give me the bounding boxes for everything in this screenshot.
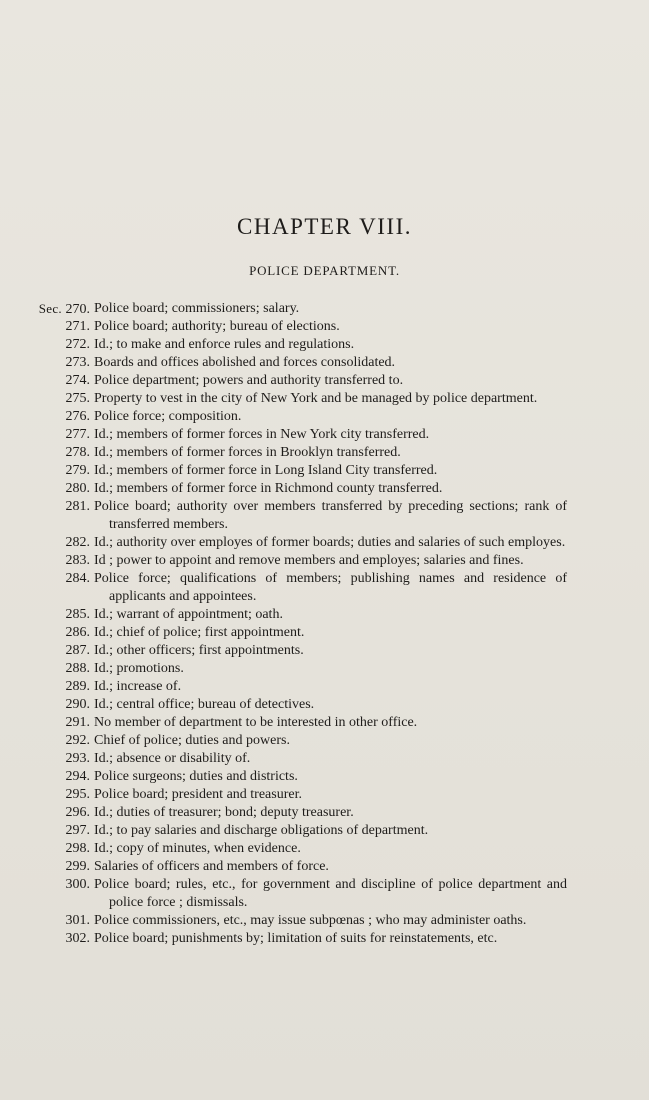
section-number-value: 280. [65,481,90,496]
section-description: Id.; other officers; first appointments. [94,643,304,658]
section-entry [30,858,567,876]
section-description: Police board; commissioners; salary. [94,301,300,316]
section-entry [30,426,567,444]
section-description: Police commissioners, etc., may issue subpœnas ; who may administer oaths. [94,913,527,928]
section-number-value: 297. [65,823,90,838]
section-entry [30,732,567,750]
section-entry [30,822,567,840]
section-entry [30,354,567,372]
section-number-value: 278. [65,445,90,460]
section-number [30,768,90,786]
section-number [30,444,90,462]
section-number [30,372,90,390]
section-number-value: 292. [65,733,90,748]
section-entry [30,660,567,678]
section-number-value: 272. [65,337,90,352]
section-description: Id.; authority over employes of former boards; duties and salaries of such employes. [94,535,566,550]
section-number-value: 279. [65,463,90,478]
section-description: Id.; increase of. [94,679,182,694]
section-number-value: 275. [65,391,90,406]
section-description: Police board; president and treasurer. [94,787,302,802]
section-number [30,300,90,319]
section-number [30,498,90,516]
section-number-value: 274. [65,373,90,388]
section-number [30,354,90,372]
section-entry [30,552,567,570]
section-number [30,318,90,336]
section-number-value: 273. [65,355,90,370]
section-entry [30,606,567,624]
section-number [30,336,90,354]
section-number-value: 286. [65,625,90,640]
section-description: Id.; members of former forces in New York city transferred. [94,427,430,442]
section-entry [30,642,567,660]
section-number-value: 277. [65,427,90,442]
section-description: Id.; to pay salaries and discharge obligations of department. [94,823,429,838]
section-entry [30,696,567,714]
section-description: Id.; absence or disability of. [94,751,251,766]
section-description: Id.; chief of police; first appointment. [94,625,305,640]
section-entry [30,570,567,606]
section-number-value: 281. [65,499,90,514]
section-description: Id.; duties of treasurer; bond; deputy treasurer. [94,805,354,820]
section-number [30,480,90,498]
section-description: Id ; power to appoint and remove members and employes; salaries and fines. [94,553,524,568]
section-number [30,534,90,552]
section-description: Id.; central office; bureau of detectives. [94,697,315,712]
section-description: Police department; powers and authority transferred to. [94,373,404,388]
section-list [30,300,567,948]
section-number-value: 288. [65,661,90,676]
section-description: Id.; to make and enforce rules and regulations. [94,337,355,352]
section-description: Police board; authority; bureau of elections. [94,319,340,334]
section-description: Police board; punishments by; limitation of suits for reinstatements, etc. [94,931,498,946]
section-number [30,426,90,444]
section-number-value: 298. [65,841,90,856]
section-number [30,714,90,732]
section-number [30,552,90,570]
section-number-value: 300. [65,877,90,892]
section-entry [30,498,567,534]
section-entry [30,678,567,696]
section-number-value: 296. [65,805,90,820]
section-number-value: 276. [65,409,90,424]
section-number-value: 284. [65,571,90,586]
section-entry [30,390,567,408]
section-number [30,876,90,894]
section-entry [30,372,567,390]
section-number [30,606,90,624]
section-number-value: 285. [65,607,90,622]
section-description: No member of department to be interested in other office. [94,715,418,730]
section-number-value: 299. [65,859,90,874]
section-description: Id.; members of former forces in Brooklyn transferred. [94,445,401,460]
section-entry [30,786,567,804]
section-description: Police board; rules, etc., for government and discipline of police department and police force ; dismissals. [94,877,567,910]
section-number [30,678,90,696]
section-entry [30,840,567,858]
section-number [30,804,90,822]
section-number-value: 289. [65,679,90,694]
section-entry [30,318,567,336]
section-prefix: Sec. [38,301,62,316]
section-number [30,750,90,768]
section-number [30,822,90,840]
section-description: Boards and offices abolished and forces consolidated. [94,355,396,370]
section-description: Id.; members of former force in Richmond county transferred. [94,481,443,496]
section-entry [30,480,567,498]
section-description: Id.; copy of minutes, when evidence. [94,841,301,856]
section-number [30,624,90,642]
section-description: Police force; composition. [94,409,242,424]
section-number [30,570,90,588]
section-entry [30,804,567,822]
chapter-subtitle: POLICE DEPARTMENT. [249,263,400,278]
section-number-value: 294. [65,769,90,784]
chapter-title: CHAPTER VIII. [237,214,412,239]
section-number-value: 287. [65,643,90,658]
section-number-value: 271. [65,319,90,334]
section-description: Police surgeons; duties and districts. [94,769,298,784]
section-number-value: 293. [65,751,90,766]
section-entry [30,930,567,948]
section-number [30,930,90,948]
section-number [30,786,90,804]
section-number [30,858,90,876]
section-entry [30,912,567,930]
section-description: Police board; authority over members transferred by preceding sections; rank of transferred members. [94,499,567,532]
section-number-value: 295. [65,787,90,802]
section-entry [30,336,567,354]
section-description: Id.; promotions. [94,661,184,676]
section-number [30,840,90,858]
section-description: Property to vest in the city of New York and be managed by police department. [94,391,538,406]
section-number-value: 301. [65,913,90,928]
section-entry [30,462,567,480]
section-number [30,462,90,480]
section-entry [30,768,567,786]
section-description: Id.; warrant of appointment; oath. [94,607,283,622]
section-number-value: 302. [65,931,90,946]
section-number-value: 283. [65,553,90,568]
section-entry [30,750,567,768]
section-number [30,696,90,714]
section-number [30,390,90,408]
section-entry [30,714,567,732]
section-entry [30,444,567,462]
section-number-value: 291. [65,715,90,730]
section-entry [30,534,567,552]
section-description: Salaries of officers and members of force. [94,859,329,874]
section-number-value: 290. [65,697,90,712]
section-entry [30,624,567,642]
section-number-value: 270. [65,302,90,317]
section-number [30,408,90,426]
section-number [30,660,90,678]
section-description: Id.; members of former force in Long Island City transferred. [94,463,438,478]
section-number-value: 282. [65,535,90,550]
section-number [30,912,90,930]
section-number [30,732,90,750]
section-number [30,642,90,660]
section-entry [30,300,567,318]
section-entry [30,408,567,426]
section-entry [30,876,567,912]
section-description: Police force; qualifications of members; publishing names and residence of applicants and appointees. [94,571,567,604]
section-description: Chief of police; duties and powers. [94,733,290,748]
